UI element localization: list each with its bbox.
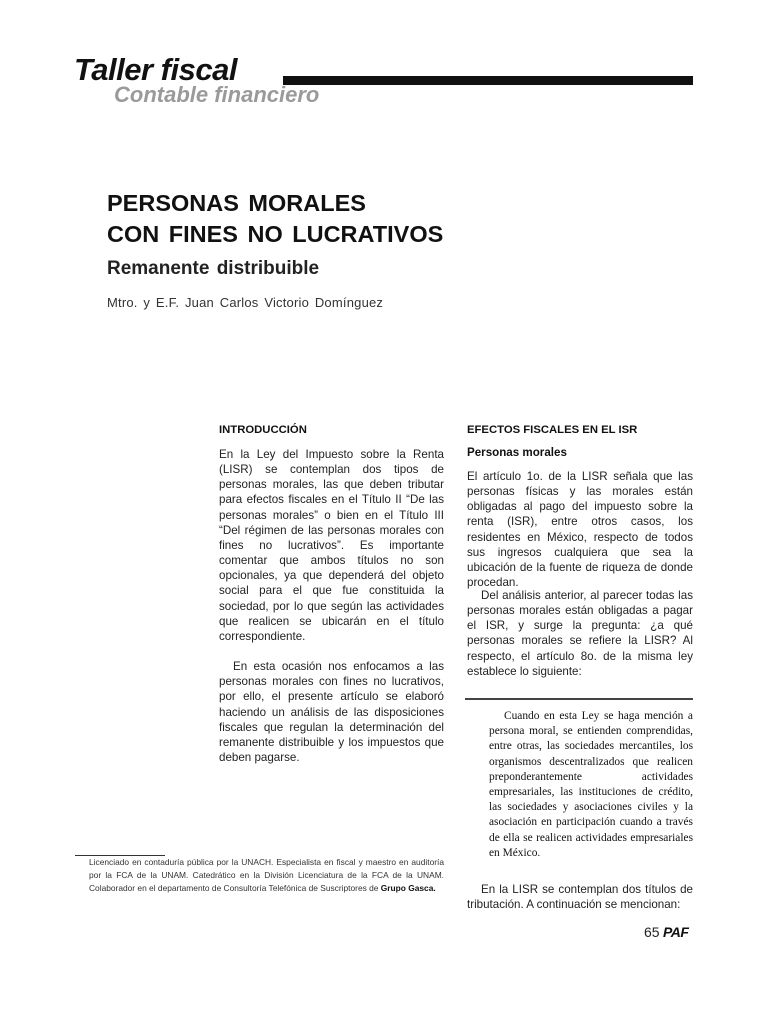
efectos-paragraph-1: El artículo 1o. de la LISR señala que las personas físicas y las morales están obligadas al pago del impuesto sobre la renta (ISR), entre otros casos, los residentes en México, respecto de todos sus ingresos cualquiera que sea la ubicación de la fuente de riqueza de donde procedan.: [467, 470, 693, 590]
efectos-heading: EFECTOS FISCALES EN EL ISR: [467, 424, 638, 436]
page-number: 65: [644, 924, 660, 940]
intro-paragraph-2: En esta ocasión nos enfocamos a las personas morales con fines no lucrativos, por ello, el presente artículo se elaboró haciendo un análisis de las disposiciones fiscales que regulan la determinación del remanente distribuible y los impuestos que deben pagarse.: [219, 660, 444, 764]
article-title-line-1: PERSONAS MORALES: [107, 190, 366, 216]
efectos-paragraph-2-block: [467, 588, 693, 679]
footnote-text: Licenciado en contaduría pública por la UNACH. Especialista en fiscal y maestro en auditoría por la FCA de la UNAM. Catedrático en la División Licenciatura de la FCA de la UNAM. Colaborador en el departamento de Consultoría Telefónica de Suscriptores de: [89, 857, 444, 894]
law-quote-text: Cuando en esta Ley se haga mención a persona moral, se entienden comprendidas, entre otras, las sociedades mercantiles, los organismos descentralizados que realicen preponderantemente actividades empresariales, las instituciones de crédito, las sociedades y asociaciones civiles y la asociación en participación cuando a través de ella se realicen actividades empresariales en México.: [489, 710, 693, 859]
header-rule: [283, 76, 693, 85]
section-title: Taller fiscal: [74, 52, 237, 87]
article-subtitle: Remanente distribuible: [107, 258, 320, 279]
article-title: [107, 188, 443, 250]
intro-paragraph-1: En la Ley del Impuesto sobre la Renta (LISR) se contemplan dos tipos de personas morales, las que deben tributar para efectos fiscales en el Título II “De las personas morales” o bien en el Título III “Del régimen de las personas morales con fines no lucrativos”. Es importante comentar que ambos títulos no son opcionales, ya que dependerá del objeto social para el que fue constituida la sociedad, por lo que según las actividades que realicen se ubicarán en el título correspondiente.: [219, 448, 444, 643]
personas-subheading: Personas morales: [467, 446, 567, 459]
article-title-line-2: CON FINES NO LUCRATIVOS: [107, 221, 444, 247]
efectos-paragraph-2: Del análisis anterior, al parecer todas las personas morales están obligadas a pagar el ISR, y surge la pregunta: ¿a qué personas morales se refiere la LISR? Al respecto, el artículo 8o. de la misma ley establece lo siguiente:: [467, 589, 693, 678]
intro-heading: INTRODUCCIÓN: [219, 424, 307, 436]
efectos-paragraph-3-block: [467, 882, 693, 912]
intro-column: [219, 447, 444, 765]
article-author: Mtro. y E.F. Juan Carlos Victorio Domínguez: [107, 295, 384, 310]
quote-rule: [465, 698, 693, 700]
section-subtitle: Contable financiero: [114, 82, 320, 107]
efectos-paragraph-3: En la LISR se contemplan dos títulos de tributación. A continuación se mencionan:: [467, 883, 693, 912]
efectos-paragraph-1-block: [467, 469, 693, 590]
author-footnote: [89, 856, 444, 896]
publisher-logo: PAF: [663, 924, 689, 940]
footnote-company: Grupo Gasca.: [380, 883, 436, 894]
law-quote: [489, 709, 693, 861]
